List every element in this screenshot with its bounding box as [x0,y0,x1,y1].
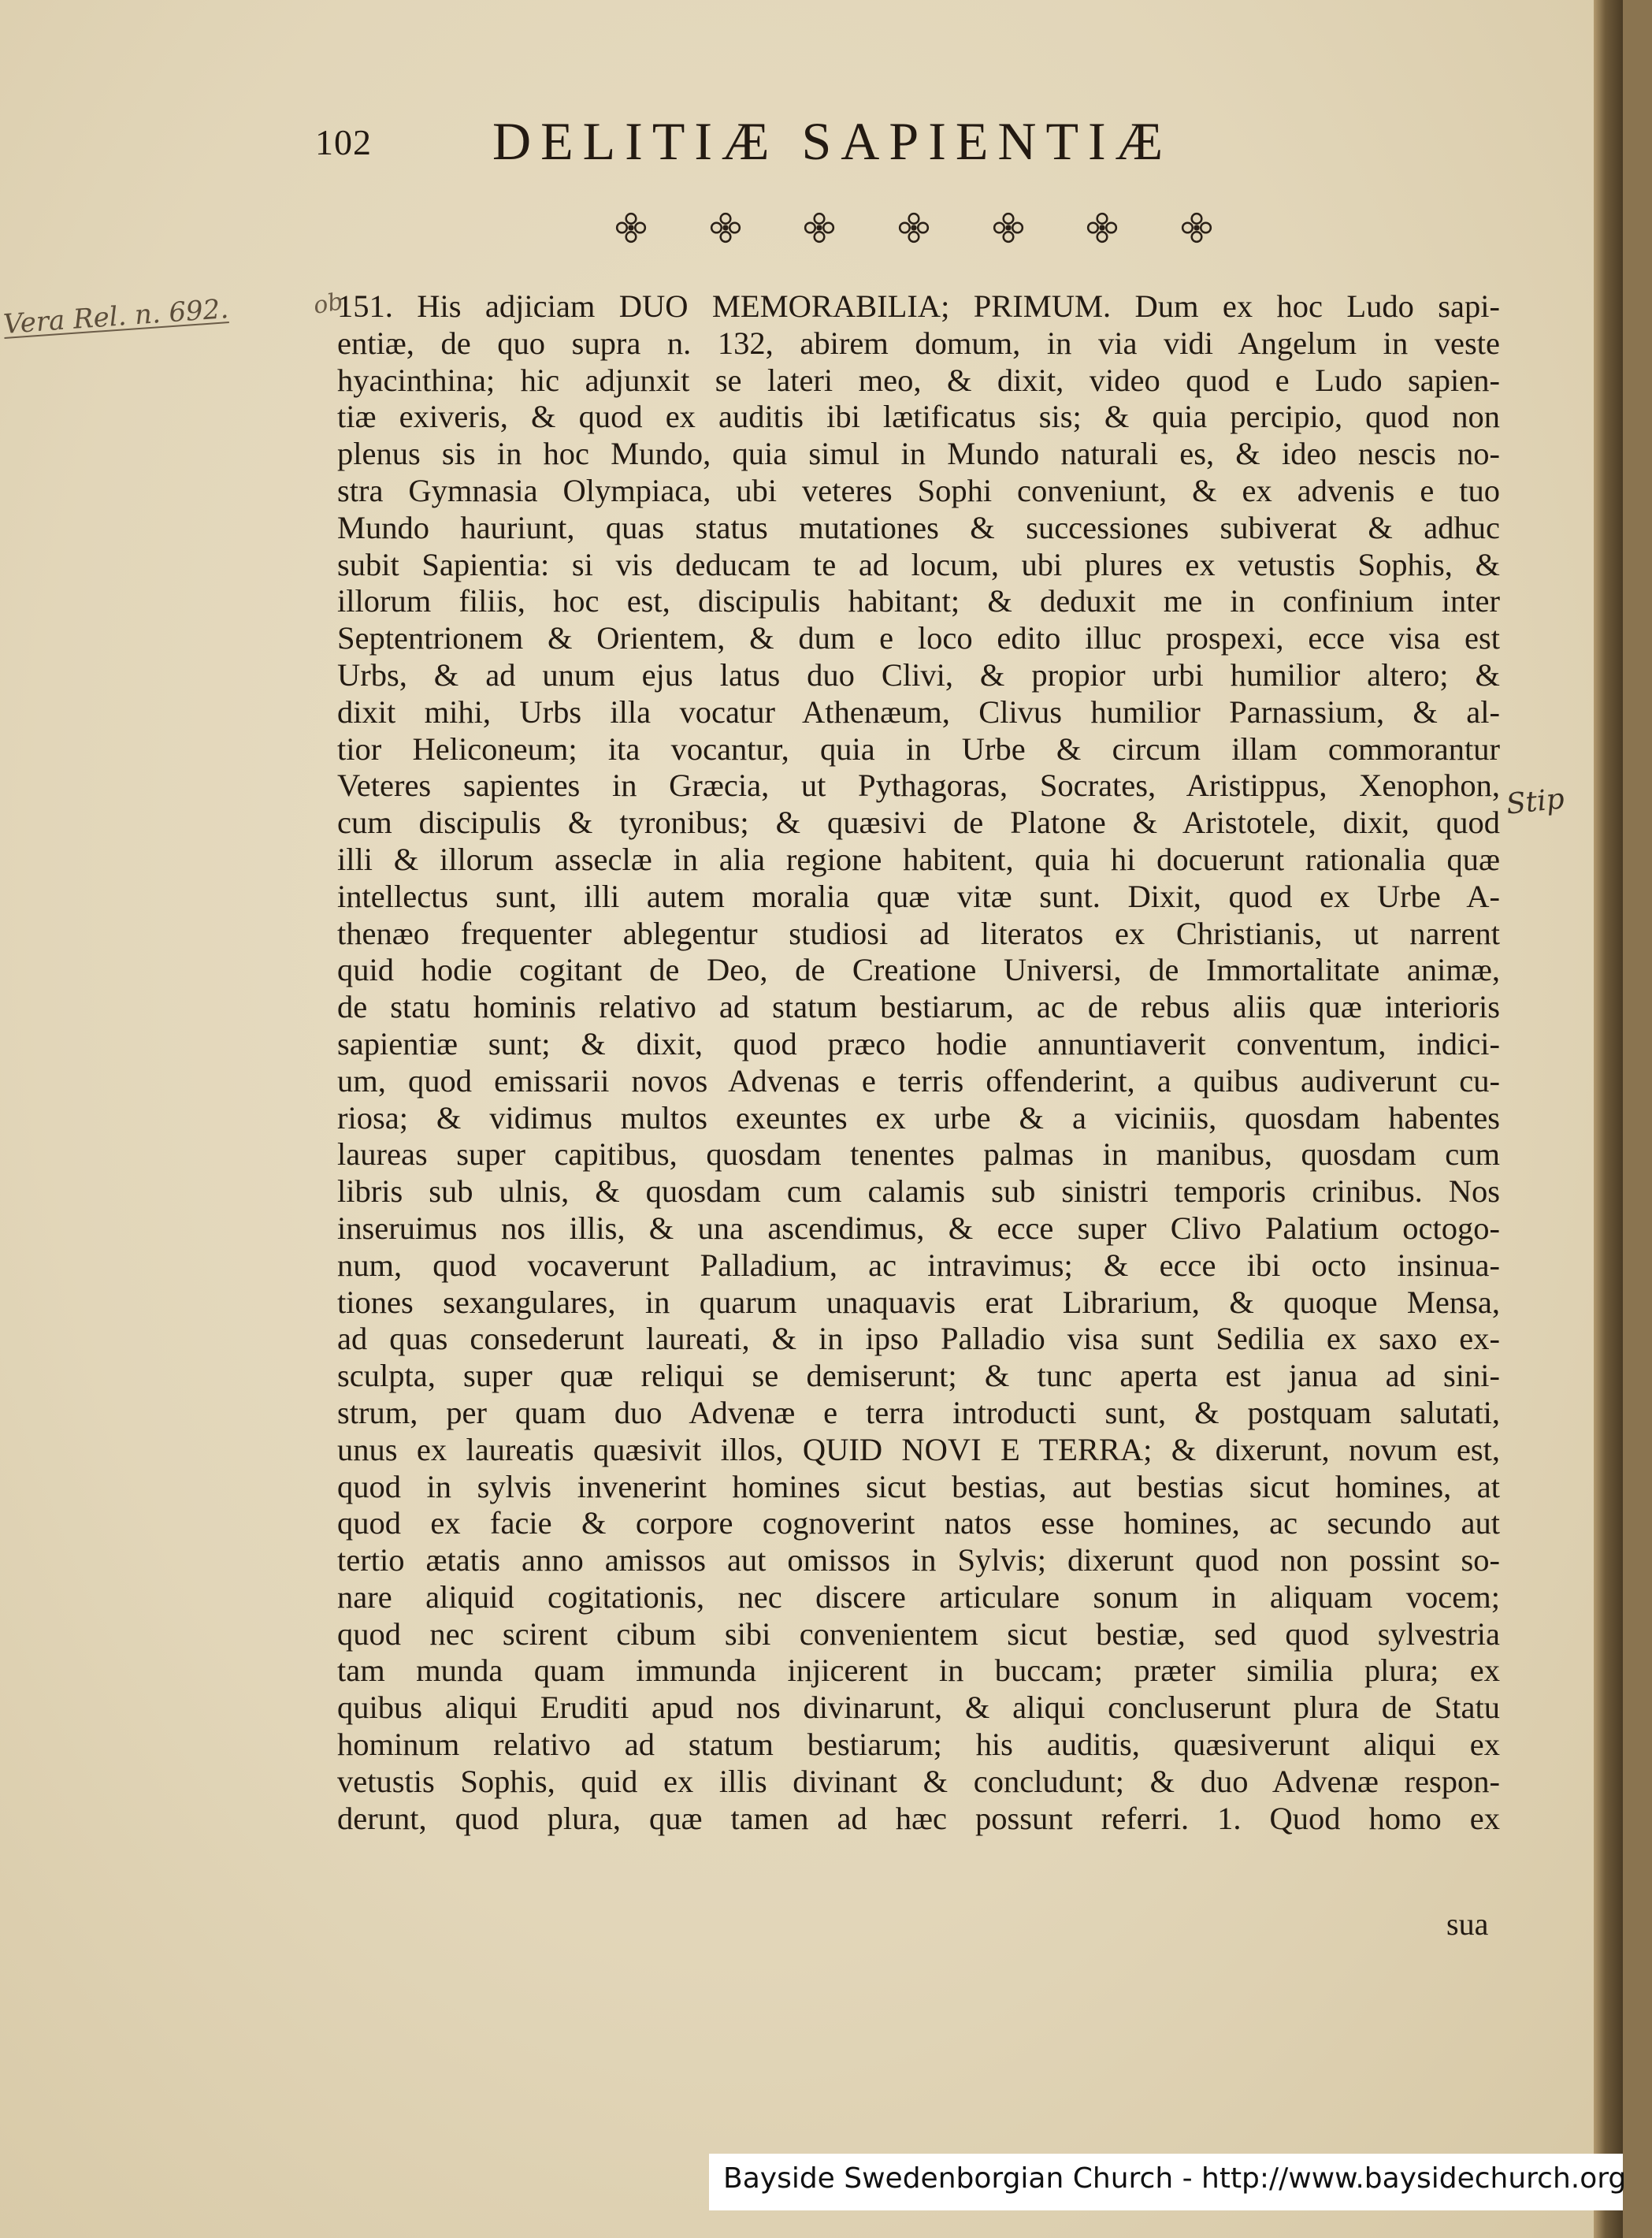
text-line: quod ex facie & corpore cognoverint natos esse homines, ac secundo aut [337,1505,1500,1541]
flower-ornament-icon [614,211,648,244]
text-line: inseruimus nos illis, & una ascendimus, & ecce super Clivo Palatium octogo- [337,1210,1500,1246]
text-line: 151. His adjiciam DUO MEMORABILIA; PRIMUM. Dum ex hoc Ludo sapi- [337,288,1500,324]
text-line: vetustis Sophis, quid ex illis divinant & concludunt; & duo Advenæ respon- [337,1763,1500,1799]
flower-ornament-icon [897,211,930,244]
flower-ornament-icon [803,211,836,244]
text-line: stra Gymnasia Olympiaca, ubi veteres Sophi conveniunt, & ex advenis e tuo [337,472,1500,508]
text-line: hominum relativo ad statum bestiarum; his auditis, quæsiverunt aliqui ex [337,1727,1500,1763]
running-title: DELITIÆ SAPIENTIÆ [492,111,1173,171]
text-line: Urbs, & ad unum ejus latus duo Clivi, & propior urbi humilior altero; & [337,656,1500,693]
text-line: um, quod emissarii novos Advenas e terris offenderint, a quibus audiverunt cu- [337,1062,1500,1099]
flower-ornament-icon [709,211,742,244]
handwritten-margin-note-inline: ob [311,288,346,320]
text-line: hyacinthina; hic adjunxit se lateri meo, & dixit, video quod e Ludo sapien- [337,362,1500,398]
text-line: thenæo frequenter ablegentur studiosi ad literatos ex Christianis, ut narrent [337,915,1500,951]
text-line: subit Sapientia: si vis deducam te ad locum, ubi plures ex vetustis Sophis, & [337,546,1500,582]
text-line: sculpta, super quæ reliqui se demiserunt; & tunc aperta est janua ad sini- [337,1358,1500,1394]
handwritten-margin-note-left: Vera Rel. n. 692. [2,293,230,340]
text-line: Septentrionem & Orientem, & dum e loco edito illuc prospexi, ecce visa est [337,620,1500,656]
text-line: illorum filiis, hoc est, discipulis habitant; & deduxit me in confinium inter [337,583,1500,619]
text-line: ad quas consederunt laureati, & in ipso Palladio visa sunt Sedilia ex saxo ex- [337,1321,1500,1357]
text-line: unus ex laureatis quæsivit illos, QUID NOVI E TERRA; & dixerunt, novum est, [337,1431,1500,1467]
text-line: plenus sis in hoc Mundo, quia simul in Mundo naturali es, & ideo nescis no- [337,436,1500,472]
text-line: tertio ætatis anno amissos aut omissos in Sylvis; dixerunt quod non possint so- [337,1542,1500,1578]
text-line: tam munda quam immunda injicerent in buccam; præter similia plura; ex [337,1652,1500,1689]
text-line: sapientiæ sunt; & dixit, quod præco hodie annuntiaverit conventum, indici- [337,1025,1500,1061]
text-line: libris sub ulnis, & quosdam cum calamis sub sinistri temporis crinibus. Nos [337,1173,1500,1210]
text-line: de statu hominis relativo ad statum bestiarum, ac de rebus aliis quæ interioris [337,989,1500,1025]
text-line: quibus aliqui Eruditi apud nos divinarunt, & aliqui concluserunt plura de Statu [337,1690,1500,1726]
flower-ornament-icon [992,211,1025,244]
text-line: riosa; & vidimus multos exeuntes ex urbe & a viciniis, quosdam habentes [337,1099,1500,1136]
text-line: cum discipulis & tyronibus; & quæsivi de Platone & Aristotele, dixit, quod [337,805,1500,841]
flower-ornament-icon [1180,211,1213,244]
body-text [337,288,1500,1837]
ornament-row [614,211,1213,244]
binding-edge [1594,0,1623,2238]
text-line: num, quod vocaverunt Palladium, ac intravimus; & ecce ibi octo insinua- [337,1247,1500,1283]
text-line: dixit mihi, Urbs illa vocatur Athenæum, Clivus humilior Parnassium, & al- [337,693,1500,730]
text-line: tiones sexangulares, in quarum unaquavis erat Librarium, & quoque Mensa, [337,1284,1500,1320]
text-line: derunt, quod plura, quæ tamen ad hæc possunt referri. 1. Quod homo ex [337,1800,1500,1836]
text-line: Veteres sapientes in Græcia, ut Pythagoras, Socrates, Aristippus, Xenophon, [337,768,1500,804]
footer-credit: Bayside Swedenborgian Church - http://www.baysidechurch.org [723,2162,1627,2195]
running-head [315,110,1544,173]
text-line: strum, per quam duo Advenæ e terra introducti sunt, & postquam salutati, [337,1394,1500,1430]
text-line: tiæ exiveris, & quod ex auditis ibi lætificatus sis; & quia percipio, quod non [337,399,1500,435]
text-line: laureas super capitibus, quosdam tenentes palmas in manibus, quosdam cum [337,1136,1500,1173]
handwritten-margin-note-right: Stip [1505,783,1566,821]
text-line: quod nec scirent cibum sibi convenientem sicut bestiæ, sed quod sylvestria [337,1615,1500,1652]
text-line: Mundo hauriunt, quas status mutationes & successiones subiverat & adhuc [337,509,1500,545]
catchword: sua [1446,1906,1489,1942]
text-line: tior Heliconeum; ita vocantur, quia in Urbe & circum illam commorantur [337,731,1500,767]
page-number: 102 [315,122,372,162]
text-line: illi & illorum asseclæ in alia regione habitent, quia hi docuerunt rationalia quæ [337,841,1500,877]
text-line: nare aliquid cogitationis, nec discere articulare sonum in aliquam vocem; [337,1578,1500,1615]
text-line: intellectus sunt, illi autem moralia quæ vitæ sunt. Dixit, quod ex Urbe A- [337,878,1500,914]
flower-ornament-icon [1086,211,1119,244]
text-line: entiæ, de quo supra n. 132, abirem domum, in via vidi Angelum in veste [337,325,1500,361]
text-line: quod in sylvis invenerint homines sicut bestias, aut bestias sicut homines, at [337,1468,1500,1504]
text-line: quid hodie cogitant de Deo, de Creatione Universi, de Immortalitate animæ, [337,952,1500,988]
